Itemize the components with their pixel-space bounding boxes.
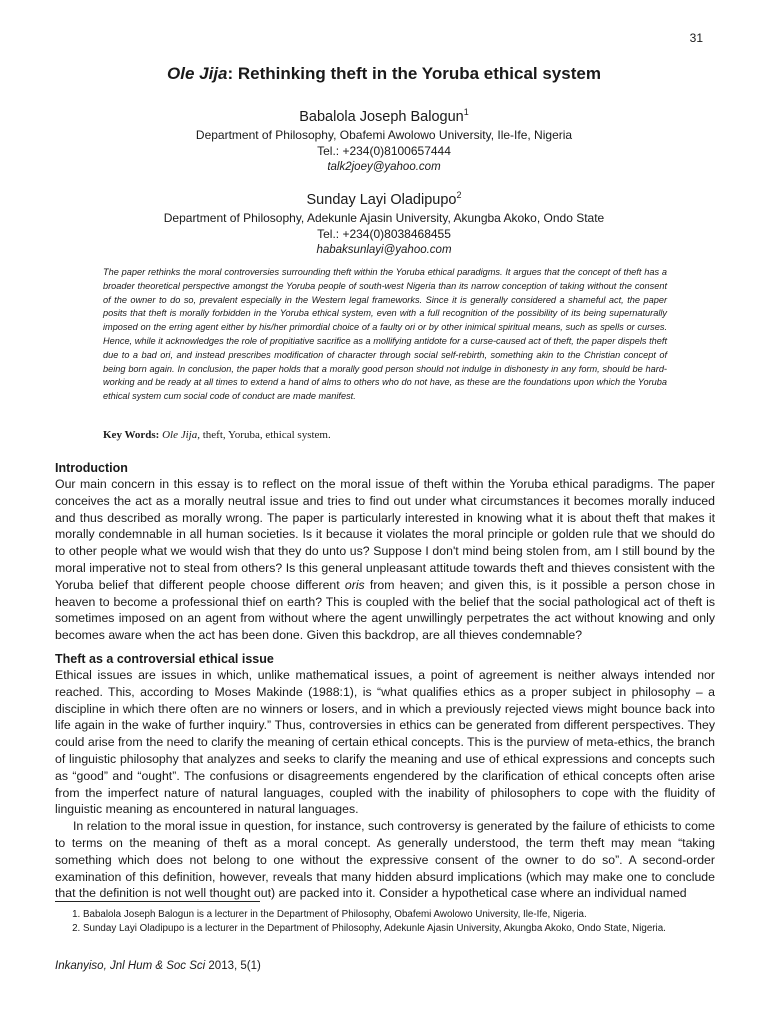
paragraph-text: Our main concern in this essay is to reflect on the moral issue of theft within the Yoruba ethical paradigms. The paper conceives the act as a morally neutral issue and tries to find out under what circumstances it becomes morally induced and thus described as morally wrong. The paper is particularly interested in knowing what it is about theft that makes it morally condemnable in all human societies. Is it because it violates the moral principle or golden rule that we should do to other people what we would wish that they do unto us? Suppose I don't mind being stolen from, am I still bound by the moral imperative not to steal from others? Is this general unpleasant attitude towards theft and thieves consistent with the Yoruba belief that different people choose different (55, 477, 715, 592)
footnote-item: 2. Sunday Layi Oladipupo is a lecturer in the Department of Philosophy, Adekunle Ajasin University, Akungba Akoko, Ondo State, Nigeria. (83, 922, 715, 936)
section-heading: Introduction (55, 461, 128, 475)
author-block-1 (0, 103, 768, 175)
title-italic: Ole Jija (167, 64, 228, 83)
author-block-2 (0, 186, 768, 258)
author-email: habaksunlayi@yahoo.com (316, 243, 452, 256)
journal-footer (55, 960, 261, 972)
paragraph-text: from heaven; and given this, is it possible a person chose in heaven to become a professional thief on earth? This is coupled with the belief that the social pathological act of theft is sometimes imposed on an agent from without where the agent unwillingly perpetrates the act without knowing and only becomes aware when the act has been done. Given this backdrop, are all thieves condemnable? (55, 577, 715, 643)
page-number: 31 (689, 31, 703, 45)
author-name: Sunday Layi Oladipupo (306, 191, 457, 208)
abstract: The paper rethinks the moral controversies surrounding theft within the Yoruba ethical paradigms. It argues that the concept of theft has a broader theoretical perspective amongst the Yoruba people of south-west Nigeria than its narrow conception of taking without the consent of the owner to do so, prevalent especially in the Western legal frameworks. Since it is generally considered a shameful act, the paper posits that theft is morally forbidden in the Yoruba ethical system, even with a full recognition of the possibility of its being supernaturally imposed on the erring agent either by his/her primordial choice of a faulty ori or by other inimical spiritual means, such as spells or curses. Hence, while it acknowledges the role of propitiative sacrifice as a mollifying antidote for a curse-caused act of theft, the paper dispels theft due to a bad ori, and instead prescribes modification of character through social self-rebirth, something akin to the Christian concept of being born again. In conclusion, the paper holds that a morally good person should not indulge in dishonesty in any form, should be hard-working and be ready at all times to extend a hand of alms to others who do not have, as these are the foundations upon which the Yoruba ethical system cum social code of conduct are made manifest. (103, 267, 667, 402)
introduction-section (55, 460, 715, 644)
footnote-mark: 1 (463, 107, 469, 117)
keywords-italic: Ole Jija (162, 429, 198, 441)
section-heading: Theft as a controversial ethical issue (55, 652, 274, 666)
footnote-item: 1. Babalola Joseph Balogun is a lecturer in the Department of Philosophy, Obafemi Awolowo University, Ile-Ife, Nigeria. (83, 908, 715, 922)
paragraph: In relation to the moral issue in question, for instance, such controversy is generated by the failure of ethicists to come to terms on the meaning of theft as a moral concept. As generally understood, the term theft may mean “taking something which does not belong to one without the expressive consent of the owner to do so”. A second-order examination of this definition, however, reveals that many hidden absurd implications (which may make one to conclude that the definition is not well thought out) are packed into it. Consider a hypothetical case where an individual named (55, 819, 715, 901)
footnote-mark: 2 (456, 190, 462, 200)
author-department: Department of Philosophy, Obafemi Awolowo University, Ile-Ife, Nigeria (195, 127, 573, 142)
paragraph: Ethical issues are issues in which, unlike mathematical issues, a point of agreement is neither always intended nor reached. This, according to Moses Makinde (1988:1), is “what qualifies ethics as a proper subject in philosophy – a discipline in which there often are no winners or losers, and in which a previously rejected views might bounce back into life again in the wake of further inquiry.” Thus, controversies in ethics can be generated from different perspectives. They could arise from the need to clarify the meaning of certain ethical concepts. This is the purview of meta-ethics, the branch of linguistic philosophy that analyzes and seeks to clarify the meaning and use of ethical expressions and concepts such as “good” and “ought”. The confusions or disagreements engendered by the clarification of ethical concepts often arise from the imperfect nature of natural languages, coupled with the inability of philosophers to cope with the fluidity of linguistic meaning as encountered in natural languages. (55, 668, 715, 817)
keywords-label: Key Words: (103, 429, 160, 441)
author-name: Babalola Joseph Balogun (299, 108, 464, 125)
author-email: talk2joey@yahoo.com (327, 160, 441, 173)
theft-section (55, 651, 715, 902)
title-rest: : Rethinking theft in the Yoruba ethical system (227, 64, 601, 83)
keywords (103, 429, 331, 441)
author-telephone: Tel.: +234(0)8038468455 (317, 226, 451, 241)
author-department: Department of Philosophy, Adekunle Ajasin University, Akungba Akoko, Ondo State (163, 210, 605, 225)
journal-name: Inkanyiso, Jnl Hum & Soc Sci (55, 960, 206, 972)
paper-title (0, 64, 768, 84)
keywords-list: , theft, Yoruba, ethical system. (197, 429, 331, 441)
paragraph-italic: oris (344, 577, 365, 592)
footnotes (55, 908, 715, 935)
journal-issue: 2013, 5(1) (205, 960, 261, 972)
paragraph (55, 476, 715, 644)
author-telephone: Tel.: +234(0)8100657444 (317, 143, 451, 158)
footnote-divider (55, 901, 260, 902)
